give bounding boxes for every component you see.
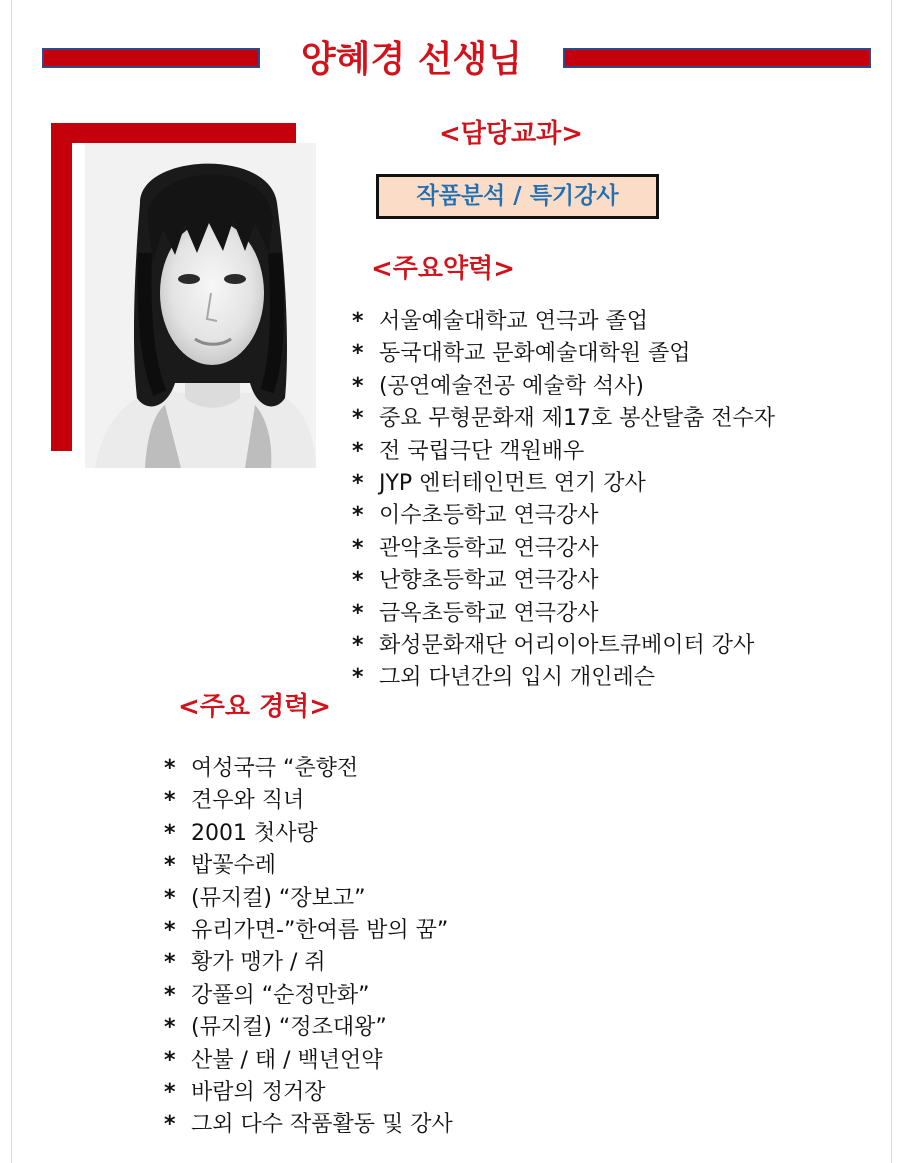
teacher-photo xyxy=(85,143,316,468)
bullet-star-icon: * xyxy=(164,917,176,943)
list-item: * 금옥초등학교 연극강사 xyxy=(352,598,775,630)
list-item: * 견우와 직녀 xyxy=(164,785,453,817)
list-item: * 중요 무형문화재 제17호 봉산탈춤 전수자 xyxy=(352,403,775,435)
subject-box: 작품분석 / 특기강사 xyxy=(376,174,659,219)
list-item: * 여성국극 “춘향전 xyxy=(164,753,453,785)
bullet-star-icon: * xyxy=(352,503,364,529)
list-item: * 그외 다수 작품활동 및 강사 xyxy=(164,1109,453,1141)
list-item: * 황가 맹가 / 쥐 xyxy=(164,947,453,979)
education-list xyxy=(352,306,775,695)
bullet-star-icon: * xyxy=(164,788,176,814)
list-item: * (뮤지컬) “장보고” xyxy=(164,883,453,915)
bullet-star-icon: * xyxy=(352,665,364,691)
education-heading: <주요약력> xyxy=(371,254,516,284)
bullet-star-icon: * xyxy=(352,438,364,464)
bullet-star-icon: * xyxy=(164,820,176,846)
list-item: * 그외 다년간의 입시 개인레슨 xyxy=(352,662,775,694)
bullet-star-icon: * xyxy=(352,470,364,496)
list-item: * 전 국립극단 객원배우 xyxy=(352,436,775,468)
bullet-star-icon: * xyxy=(352,632,364,658)
bullet-star-icon: * xyxy=(352,373,364,399)
list-item: * 화성문화재단 어리이아트큐베이터 강사 xyxy=(352,630,775,662)
list-item: * 유리가면-”한여름 밤의 꿈” xyxy=(164,915,453,947)
bullet-star-icon: * xyxy=(164,1112,176,1138)
bullet-star-icon: * xyxy=(164,1047,176,1073)
photo-frame-top xyxy=(51,123,296,143)
bullet-star-icon: * xyxy=(164,982,176,1008)
career-heading: <주요 경력> xyxy=(178,692,332,722)
list-item: * (뮤지컬) “정조대왕” xyxy=(164,1012,453,1044)
bullet-star-icon: * xyxy=(352,341,364,367)
bullet-star-icon: * xyxy=(164,885,176,911)
bullet-star-icon: * xyxy=(352,406,364,432)
page-edge-left xyxy=(11,0,12,1163)
list-item: * 강풀의 “순정만화” xyxy=(164,980,453,1012)
photo-frame-left xyxy=(51,123,72,451)
list-item: * 이수초등학교 연극강사 xyxy=(352,500,775,532)
page-title: 양혜경 선생님 xyxy=(300,39,523,80)
title-bar-right xyxy=(563,48,871,68)
list-item: * 2001 첫사랑 xyxy=(164,818,453,850)
list-item: * (공연예술전공 예술학 석사) xyxy=(352,371,775,403)
list-item: * 관악초등학교 연극강사 xyxy=(352,533,775,565)
list-item: * 동국대학교 문화예술대학원 졸업 xyxy=(352,338,775,370)
bullet-star-icon: * xyxy=(352,535,364,561)
page-edge-right xyxy=(891,0,892,1163)
list-item: * 바람의 정거장 xyxy=(164,1077,453,1109)
list-item: * 서울예술대학교 연극과 졸업 xyxy=(352,306,775,338)
list-item: * 산불 / 태 / 백년언약 xyxy=(164,1045,453,1077)
list-item: * JYP 엔터테인먼트 연기 강사 xyxy=(352,468,775,500)
list-item: * 밥꽃수레 xyxy=(164,850,453,882)
bullet-star-icon: * xyxy=(164,853,176,879)
bullet-star-icon: * xyxy=(352,600,364,626)
bullet-star-icon: * xyxy=(164,1015,176,1041)
career-list xyxy=(164,753,453,1142)
bullet-star-icon: * xyxy=(164,950,176,976)
title-bar-left xyxy=(42,48,260,68)
subject-heading: <담당교과> xyxy=(439,119,584,149)
bullet-star-icon: * xyxy=(164,756,176,781)
bullet-star-icon: * xyxy=(352,568,364,594)
bullet-star-icon: * xyxy=(352,309,364,334)
bullet-star-icon: * xyxy=(164,1079,176,1105)
list-item: * 난향초등학교 연극강사 xyxy=(352,565,775,597)
